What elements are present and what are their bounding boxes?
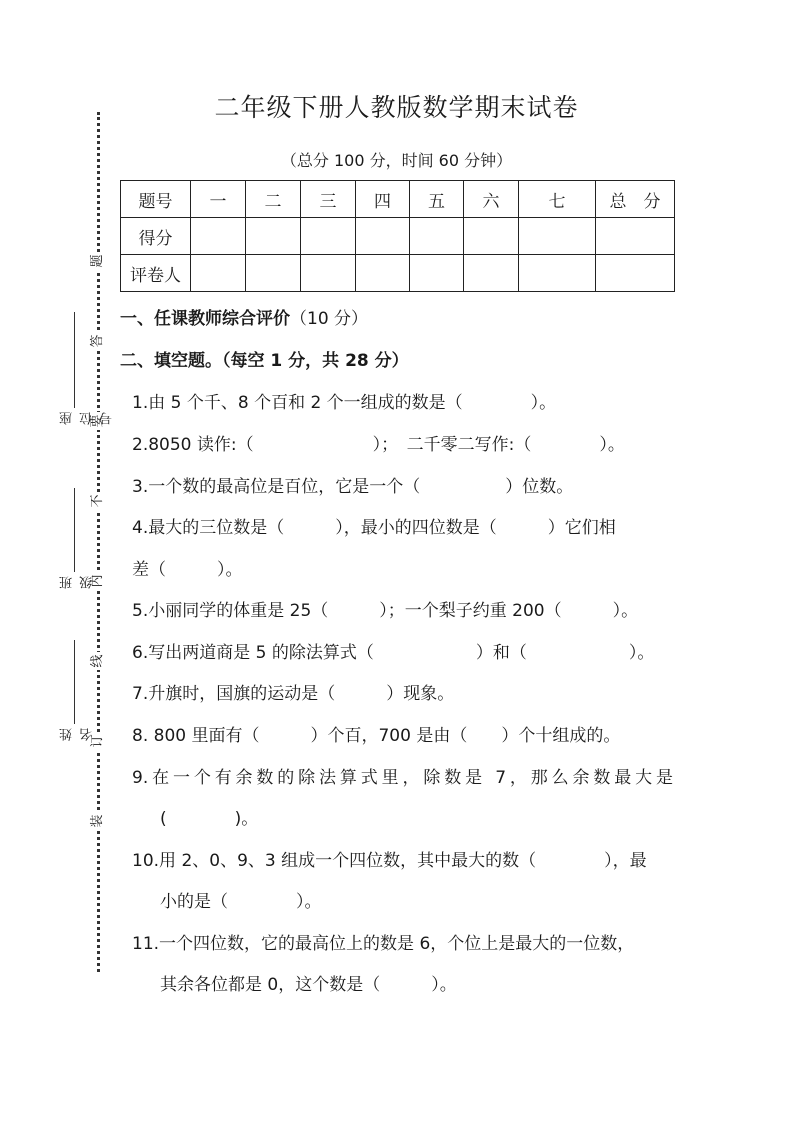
grader-row: [121, 255, 675, 292]
score-cell[interactable]: [464, 218, 519, 255]
score-table-header-cell: 四: [356, 181, 410, 218]
binding-char: 内: [89, 572, 107, 590]
question-8: 8. 800 里面有（ ）个百，700 是由（ ）个十组成的。: [132, 726, 621, 746]
binding-char: 答: [89, 332, 107, 350]
question-1: 1.由 5 个千、8 个百和 2 个一组成的数是（ ）。: [132, 393, 557, 413]
score-cell[interactable]: [410, 218, 464, 255]
question-4-line-1: 4.最大的三位数是（ ），最小的四位数是（ ）它们相: [132, 518, 616, 538]
binding-char: 线: [89, 652, 107, 670]
grader-cell[interactable]: [410, 255, 464, 292]
binding-char: 装: [89, 812, 107, 830]
score-table-header-cell: 题号: [121, 181, 191, 218]
question-10-line-2: 小的是（ ）。: [160, 892, 322, 912]
score-cell[interactable]: [301, 218, 356, 255]
binding-char: 订: [89, 732, 107, 750]
seat-number-label: 座位号: [60, 412, 115, 425]
question-9-line-1: 9.在一个有余数的除法算式里，除数是 7，那么余数最大是: [132, 768, 673, 788]
question-11-line-1: 11.一个四位数，它的最高位上的数是 6，个位上是最大的一位数，: [132, 934, 635, 954]
section-2-heading: 二、填空题。（每空 1 分，共 28 分）: [120, 351, 409, 371]
name-label: 姓名: [60, 728, 95, 741]
grader-cell[interactable]: [464, 255, 519, 292]
score-cell[interactable]: [596, 218, 675, 255]
binding-dotted-line: [97, 112, 100, 972]
grader-cell[interactable]: [246, 255, 301, 292]
question-2: 2.8050 读作:（ ）； 二千零二写作:（ ）。: [132, 435, 625, 455]
score-table: [120, 180, 675, 292]
grader-row-label: 评卷人: [121, 255, 191, 292]
grader-cell[interactable]: [301, 255, 356, 292]
binding-char: 题: [89, 252, 107, 270]
question-7: 7.升旗时，国旗的运动是（ ）现象。: [132, 684, 455, 704]
binding-char: 要: [89, 412, 107, 430]
section-1-heading: [120, 304, 368, 329]
score-table-header-cell: 五: [410, 181, 464, 218]
question-5: 5.小丽同学的体重是 25（ ）；一个梨子约重 200（ ）。: [132, 601, 639, 621]
question-4-line-2: 差（ ）。: [132, 560, 243, 580]
score-table-header-cell: 三: [301, 181, 356, 218]
class-label: 班级: [60, 576, 95, 589]
class-line: [74, 488, 75, 572]
score-table-header-cell: 七: [519, 181, 596, 218]
score-cell[interactable]: [246, 218, 301, 255]
section-1-points: （10 分）: [290, 309, 369, 329]
grader-cell[interactable]: [596, 255, 675, 292]
grader-cell[interactable]: [191, 255, 246, 292]
name-line: [74, 640, 75, 724]
section-1-label: 一、任课教师综合评价: [120, 309, 290, 329]
score-row-label: 得分: [121, 218, 191, 255]
grader-cell[interactable]: [519, 255, 596, 292]
score-cell[interactable]: [519, 218, 596, 255]
question-10-line-1: 10.用 2、0、9、3 组成一个四位数，其中最大的数（ ），最: [132, 851, 647, 871]
seat-number-line: [74, 312, 75, 408]
page-subtitle: （总分 100 分，时间 60 分钟）: [280, 151, 513, 170]
question-9-line-2: ( )。: [160, 809, 259, 829]
score-table-header-cell: 一: [191, 181, 246, 218]
page-title: 二年级下册人教版数学期末试卷: [214, 93, 579, 122]
question-6: 6.写出两道商是 5 的除法算式（ ）和（ ）。: [132, 643, 655, 663]
score-table-header-row: [121, 181, 675, 218]
score-cell[interactable]: [191, 218, 246, 255]
score-row: [121, 218, 675, 255]
question-11-line-2: 其余各位都是 0，这个数是（ ）。: [160, 975, 457, 995]
grader-cell[interactable]: [356, 255, 410, 292]
binding-char: 不: [89, 492, 107, 510]
score-cell[interactable]: [356, 218, 410, 255]
question-3: 3.一个数的最高位是百位，它是一个（ ）位数。: [132, 477, 574, 497]
score-table-header-cell: 六: [464, 181, 519, 218]
score-table-header-cell: 二: [246, 181, 301, 218]
score-table-header-cell: 总 分: [596, 181, 675, 218]
